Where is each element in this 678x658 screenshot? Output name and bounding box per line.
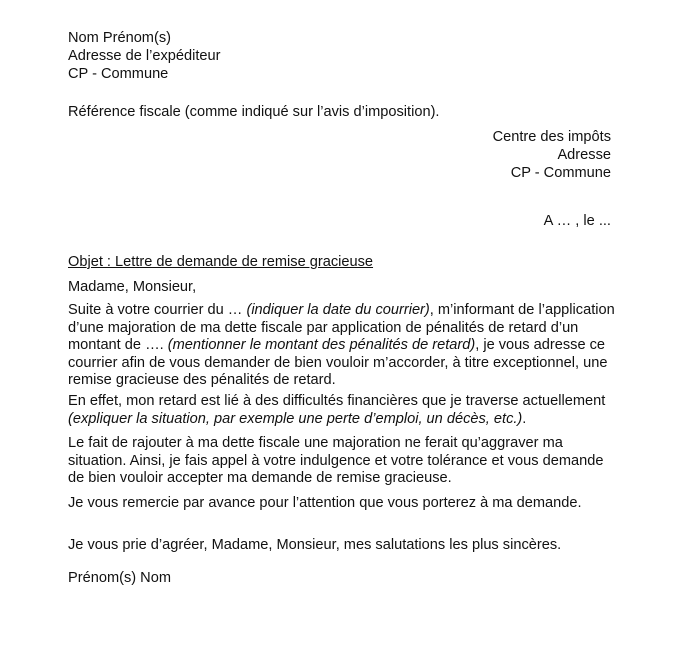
- p2-l2-italic: (expliquer la situation, par exemple une perte d’emploi, un décès, etc.): [68, 410, 523, 427]
- p1-l3-b: (mentionner le montant des pénalités de retard): [167, 337, 476, 353]
- fiscal-reference: Référence fiscale (comme indiqué sur l’avis d’imposition).: [68, 104, 440, 120]
- paragraph-4: Je vous remercie par avance pour l’attention que vous porterez à ma demande.: [68, 495, 582, 511]
- p2-l2-end: .: [522, 410, 527, 427]
- paragraph-1-line-3: [68, 337, 628, 355]
- place-date: A … , le ...: [543, 213, 611, 229]
- paragraph-3: [68, 435, 628, 488]
- p1-l3-c: , je vous adresse ce: [475, 337, 606, 353]
- recipient-block: [493, 128, 611, 182]
- paragraph-1-line-2: d’une majoration de ma dette fiscale par application de pénalités de retard d’un: [68, 319, 579, 336]
- p1-l3-a: montant de ….: [68, 337, 168, 353]
- paragraph-1-line-1: [68, 302, 628, 320]
- paragraph-3-line-1: Le fait de rajouter à ma dette fiscale une majoration ne ferait qu’aggraver ma: [68, 435, 563, 451]
- sender-city: CP - Commune: [68, 66, 169, 82]
- sender-block: [68, 29, 221, 83]
- sender-name: Nom Prénom(s): [68, 30, 171, 46]
- recipient-name: Centre des impôts: [492, 129, 611, 145]
- paragraph-2: [68, 393, 628, 428]
- signature: Prénom(s) Nom: [68, 570, 171, 586]
- p1-l1-a: Suite à votre courrier du …: [68, 302, 247, 318]
- recipient-address: Adresse: [557, 147, 611, 163]
- paragraph-1-line-4: courrier afin de vous demander de bien vouloir m’accorder, à titre exceptionnel, une: [68, 354, 608, 371]
- salutation: Madame, Monsieur,: [68, 279, 197, 295]
- paragraph-1-line-5: remise gracieuse des pénalités de retard.: [68, 372, 336, 388]
- p1-l1-b: (indiquer la date du courrier): [246, 302, 430, 318]
- paragraph-3-line-2: situation. Ainsi, je fais appel à votre indulgence et votre tolérance et vous demande: [68, 452, 604, 469]
- closing-formula: Je vous prie d’agréer, Madame, Monsieur, mes salutations les plus sincères.: [68, 537, 562, 553]
- paragraph-3-line-3: de bien vouloir accepter ma demande de remise gracieuse.: [68, 470, 452, 486]
- recipient-city: CP - Commune: [510, 165, 611, 181]
- sender-address: Adresse de l’expéditeur: [68, 48, 221, 64]
- p1-l1-c: , m’informant de l’application: [429, 302, 615, 318]
- paragraph-1: [68, 302, 628, 390]
- paragraph-2-line-2: [68, 411, 628, 429]
- subject-line: Objet : Lettre de demande de remise gracieuse: [68, 254, 374, 270]
- paragraph-2-line-1: En effet, mon retard est lié à des difficultés financières que je traverse actuellement: [68, 393, 606, 409]
